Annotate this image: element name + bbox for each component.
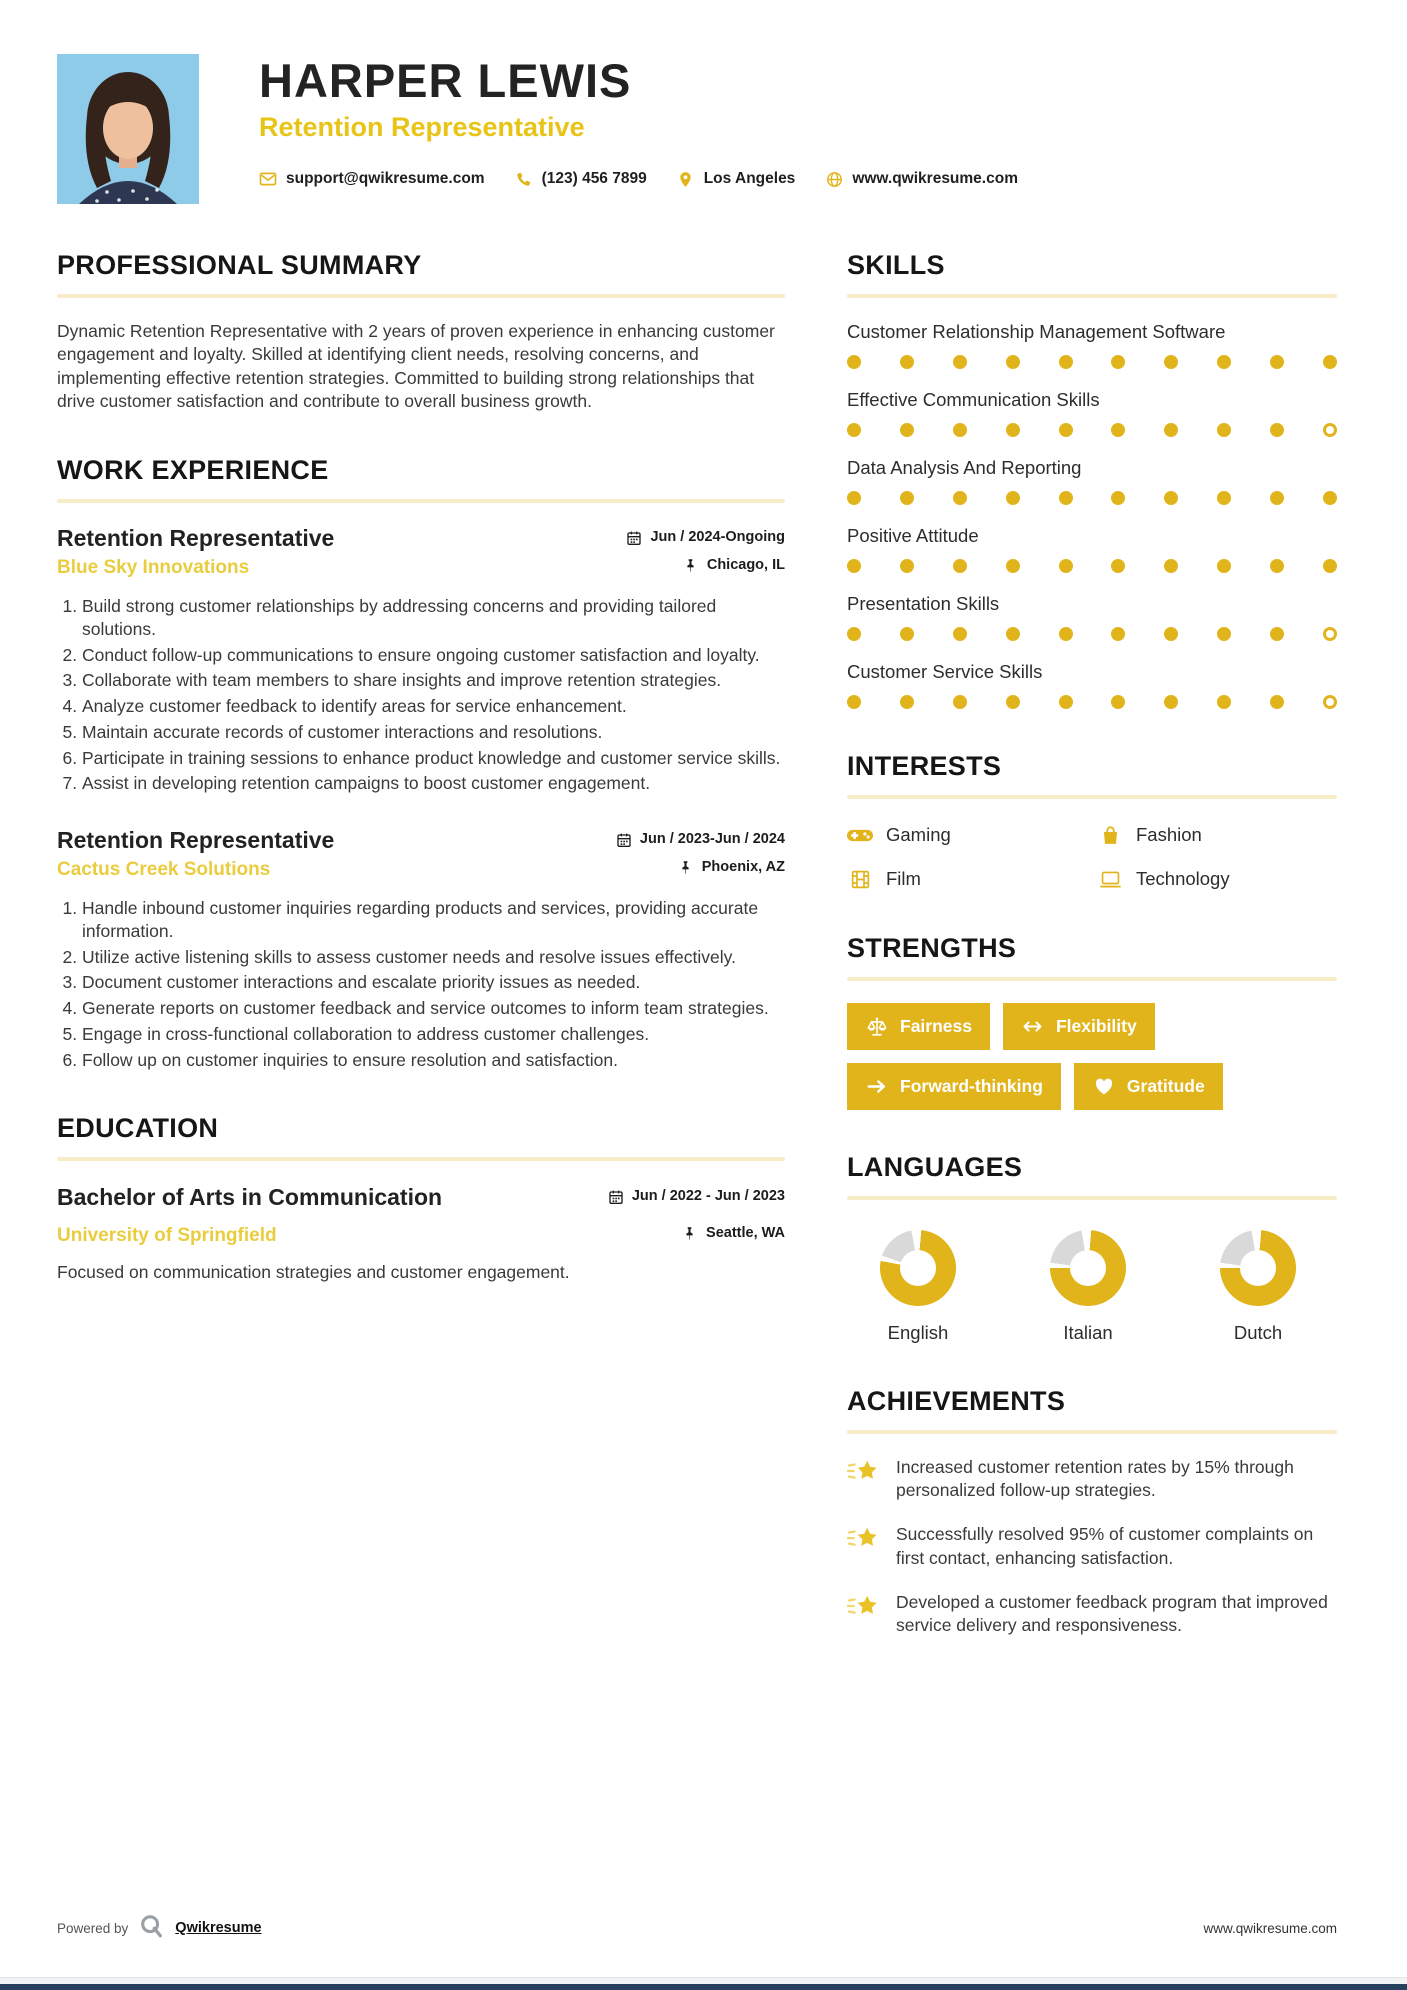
job-title: Retention Representative (57, 827, 335, 854)
contact-row (259, 170, 1034, 188)
language-item (1193, 1230, 1323, 1344)
section-skills (847, 250, 1337, 709)
skill-dot-filled (1164, 491, 1178, 505)
skill-dot-filled (847, 695, 861, 709)
job-location-text: Phoenix, AZ (701, 859, 785, 876)
job-company: Blue Sky Innovations (57, 557, 250, 579)
languages-row (847, 1222, 1337, 1344)
skill-dot-filled (1111, 491, 1125, 505)
job-location (683, 557, 785, 574)
language-label: Italian (1063, 1322, 1113, 1344)
skill-dot-filled (1323, 559, 1337, 573)
skill-dot-filled (900, 559, 914, 573)
film-icon (847, 867, 873, 891)
calendar-icon (626, 530, 642, 546)
skill-dot-filled (900, 491, 914, 505)
skill-dot-filled (1217, 627, 1231, 641)
skill-dot-empty (1323, 423, 1337, 437)
interest-label: Technology (1136, 868, 1230, 890)
skill-name: Data Analysis And Reporting (847, 457, 1082, 479)
skill-item (847, 320, 1337, 369)
language-donut (880, 1230, 956, 1306)
strengths-heading: STRENGTHS (847, 933, 1017, 964)
skill-dot-filled (1059, 627, 1073, 641)
skill-item (847, 660, 1337, 709)
skill-name: Customer Relationship Management Software (847, 321, 1226, 342)
section-education (57, 1113, 785, 1284)
skill-dot-filled (953, 355, 967, 369)
skill-rating (847, 491, 1337, 505)
job-date-text: Jun / 2024-Ongoing (650, 529, 785, 546)
strength-label: Flexibility (1055, 1016, 1137, 1037)
language-donut (1220, 1230, 1296, 1306)
person-title: Retention Representative (259, 112, 585, 143)
skill-dot-filled (1217, 491, 1231, 505)
achievement-item (847, 1523, 1337, 1569)
job-bullet: 1. Handle inbound customer inquiries regarding products and services, providing accurate information. (82, 897, 785, 943)
education-date-text: Jun / 2022 - Jun / 2023 (631, 1188, 785, 1205)
section-underline (847, 977, 1337, 981)
section-interests (847, 751, 1337, 891)
envelope-icon (259, 170, 277, 188)
interests-heading: INTERESTS (847, 751, 1002, 782)
job-bullet: 6. Follow up on customer inquiries to ensure resolution and satisfaction. (82, 1049, 785, 1072)
strength-label: Fairness (900, 1016, 972, 1037)
school-name: University of Springfield (57, 1225, 277, 1247)
powered-by (57, 1914, 262, 1942)
double-arrow-icon (1021, 1017, 1045, 1037)
skill-dot-filled (1164, 559, 1178, 573)
languages-heading: LANGUAGES (847, 1152, 1023, 1183)
section-underline (57, 499, 785, 503)
skill-dot-filled (1006, 423, 1020, 437)
laptop-icon (1097, 867, 1123, 891)
achievement-text: Increased customer retention rates by 15% through personalized follow-up strategies. (896, 1457, 1294, 1501)
right-column (847, 250, 1337, 1679)
achievement-text: Developed a customer feedback program that improved service delivery and responsiveness. (896, 1591, 1328, 1635)
skill-dot-filled (1006, 491, 1020, 505)
skill-dot-filled (1059, 423, 1073, 437)
job-bullet: 5. Maintain accurate records of customer interactions and resolutions. (82, 721, 785, 744)
skill-dot-filled (1270, 355, 1284, 369)
skill-dot-filled (1270, 559, 1284, 573)
job-bullet: 4. Analyze customer feedback to identify areas for service enhancement. (82, 695, 785, 718)
skill-dot-filled (1164, 423, 1178, 437)
header-text (259, 54, 1034, 188)
skill-dot-filled (1111, 695, 1125, 709)
pushpin-icon (683, 558, 699, 574)
strength-badge (847, 1063, 1061, 1110)
skill-dot-filled (1270, 627, 1284, 641)
job-date (616, 831, 785, 848)
bottom-accent-bar (0, 1984, 1407, 1990)
skill-dot-filled (900, 423, 914, 437)
skill-dot-filled (1111, 355, 1125, 369)
strength-badge (1074, 1063, 1223, 1110)
interest-item (847, 823, 1087, 847)
skill-dot-filled (1217, 559, 1231, 573)
skill-dot-filled (847, 559, 861, 573)
main-columns (0, 250, 1407, 1679)
language-item (853, 1230, 983, 1344)
skill-dot-filled (1111, 423, 1125, 437)
achievement-text: Successfully resolved 95% of customer complaints on first contact, enhancing satisfaction. (896, 1524, 1314, 1568)
arrow-right-icon (865, 1077, 889, 1097)
section-languages (847, 1152, 1337, 1344)
interests-grid (847, 821, 1337, 891)
education-date (608, 1188, 785, 1205)
skill-rating (847, 627, 1337, 641)
skill-dot-filled (900, 695, 914, 709)
work-heading: WORK EXPERIENCE (57, 455, 329, 486)
job-bullet: 1. Build strong customer relationships by addressing concerns and providing tailored solutions. (82, 595, 785, 641)
section-underline (57, 1157, 785, 1161)
strength-badge (847, 1003, 990, 1050)
skill-rating (847, 559, 1337, 573)
education-note: Focused on communication strategies and customer engagement. (57, 1262, 570, 1283)
contact-website[interactable] (825, 170, 1018, 188)
skill-rating (847, 355, 1337, 369)
job-bullet: 2. Conduct follow-up communications to ensure ongoing customer satisfaction and loyalty. (82, 644, 785, 667)
skill-dot-filled (1217, 355, 1231, 369)
portrait-illustration (57, 54, 199, 204)
skill-dot-filled (1217, 695, 1231, 709)
section-underline (57, 294, 785, 298)
skill-dot-filled (900, 355, 914, 369)
section-underline (847, 795, 1337, 799)
skill-dot-filled (953, 423, 967, 437)
job-location (678, 859, 785, 876)
interest-item (847, 867, 1087, 891)
interest-item (1097, 823, 1337, 847)
skill-dot-filled (1059, 559, 1073, 573)
education-heading: EDUCATION (57, 1113, 219, 1144)
skill-dot-filled (1323, 355, 1337, 369)
contact-phone[interactable] (515, 170, 647, 188)
job-company: Cactus Creek Solutions (57, 859, 271, 881)
skill-dot-filled (1164, 627, 1178, 641)
skill-rating (847, 695, 1337, 709)
skill-dot-filled (1006, 627, 1020, 641)
powered-by-text: Powered by (57, 1920, 129, 1936)
job-entry (57, 827, 785, 1071)
language-item (1023, 1230, 1153, 1344)
language-label: Dutch (1233, 1322, 1283, 1344)
skill-rating (847, 423, 1337, 437)
skill-item (847, 456, 1337, 505)
skill-name: Effective Communication Skills (847, 389, 1100, 411)
section-strengths (847, 933, 1337, 1110)
calendar-icon (608, 1189, 624, 1205)
skill-dot-filled (1270, 423, 1284, 437)
calendar-icon (616, 832, 632, 848)
skill-dot-filled (953, 559, 967, 573)
achievement-item (847, 1456, 1337, 1502)
skills-heading: SKILLS (847, 250, 945, 280)
header (0, 0, 1407, 204)
language-donut (1050, 1230, 1126, 1306)
section-achievements (847, 1386, 1337, 1637)
skill-dot-filled (847, 355, 861, 369)
skill-dot-filled (1059, 355, 1073, 369)
section-underline (847, 1196, 1337, 1200)
skill-dot-filled (1164, 695, 1178, 709)
qwikresume-logo-icon (139, 1914, 164, 1942)
job-date-text: Jun / 2023-Jun / 2024 (639, 831, 785, 848)
skill-dot-filled (1006, 695, 1020, 709)
skill-dot-filled (1006, 355, 1020, 369)
heart-icon (1092, 1077, 1116, 1097)
contact-website-text: www.qwikresume.com (852, 170, 1018, 188)
education-location-text: Seattle, WA (706, 1225, 785, 1242)
skill-dot-empty (1323, 627, 1337, 641)
skill-dot-filled (953, 627, 967, 641)
job-location-text: Chicago, IL (706, 557, 785, 574)
interest-label: Film (886, 868, 921, 890)
phone-icon (515, 170, 533, 188)
skill-dot-filled (953, 695, 967, 709)
left-column (57, 250, 785, 1679)
section-underline (847, 1430, 1337, 1434)
skill-item (847, 524, 1337, 573)
skill-dot-empty (1323, 695, 1337, 709)
star-icon (847, 1456, 883, 1502)
star-icon (847, 1591, 883, 1637)
summary-text: Dynamic Retention Representative with 2 years of proven experience in enhancing customer engagement and loyalty. Skilled at identifying client needs, resolving concerns, and implementing effective retention strategies. Committed to building strong relationships that drive customer satisfaction and contribute to overall business growth. (57, 321, 775, 411)
job-bullet: 2. Utilize active listening skills to assess customer needs and resolve issues effectively. (82, 946, 785, 969)
job-bullet: 7. Assist in developing retention campaigns to boost customer engagement. (82, 772, 785, 795)
star-icon (847, 1523, 883, 1569)
skill-dot-filled (1270, 491, 1284, 505)
footer (57, 1914, 1337, 1942)
contact-email-text: support@qwikresume.com (286, 170, 485, 188)
skill-dot-filled (847, 627, 861, 641)
job-bullet: 3. Collaborate with team members to share insights and improve retention strategies. (82, 669, 785, 692)
job-bullet: 6. Participate in training sessions to enhance product knowledge and customer service skills. (82, 747, 785, 770)
education-location (682, 1225, 785, 1242)
scales-icon (865, 1017, 889, 1037)
language-label: English (887, 1322, 949, 1344)
skill-dot-filled (1217, 423, 1231, 437)
profile-photo (57, 54, 199, 204)
job-bullet: 3. Document customer interactions and escalate priority issues as needed. (82, 971, 785, 994)
skill-dot-filled (1111, 627, 1125, 641)
footer-website: www.qwikresume.com (1203, 1920, 1337, 1936)
skill-name: Customer Service Skills (847, 661, 1043, 683)
section-summary (57, 250, 785, 413)
job-title: Retention Representative (57, 525, 335, 552)
skill-name: Positive Attitude (847, 525, 979, 547)
job-bullet-list (57, 897, 785, 1071)
job-bullet: 4. Generate reports on customer feedback and service outcomes to inform team strategies. (82, 997, 785, 1020)
job-bullet-list (57, 595, 785, 795)
gamepad-icon (847, 823, 873, 847)
skill-item (847, 388, 1337, 437)
skill-dot-filled (953, 491, 967, 505)
skill-dot-filled (1059, 695, 1073, 709)
strength-badges (847, 1003, 1337, 1110)
achievements-heading: ACHIEVEMENTS (847, 1386, 1066, 1417)
person-name: HARPER LEWIS (259, 54, 632, 107)
skill-dot-filled (900, 627, 914, 641)
skill-name: Presentation Skills (847, 593, 1000, 615)
globe-icon (825, 170, 843, 188)
strength-badge (1003, 1003, 1155, 1050)
skill-dot-filled (1059, 491, 1073, 505)
interest-item (1097, 867, 1337, 891)
skill-dot-filled (1323, 491, 1337, 505)
contact-location (677, 170, 796, 188)
strength-label: Forward-thinking (900, 1076, 1043, 1097)
pushpin-icon (678, 860, 694, 876)
contact-location-text: Los Angeles (703, 170, 796, 188)
achievement-item (847, 1591, 1337, 1637)
interest-label: Gaming (886, 824, 951, 846)
skill-dot-filled (1164, 355, 1178, 369)
qwikresume-link[interactable]: Qwikresume (175, 1920, 262, 1936)
shopping-bag-icon (1097, 823, 1123, 847)
job-bullet: 5. Engage in cross-functional collaboration to address customer challenges. (82, 1023, 785, 1046)
section-work (57, 455, 785, 1071)
contact-phone-text: (123) 456 7899 (541, 170, 647, 188)
skill-dot-filled (1006, 559, 1020, 573)
job-date (626, 529, 785, 546)
section-underline (847, 294, 1337, 298)
degree-title: Bachelor of Arts in Communication (57, 1184, 443, 1211)
skill-item (847, 592, 1337, 641)
job-entry (57, 525, 785, 795)
contact-email[interactable] (259, 170, 485, 188)
summary-heading: PROFESSIONAL SUMMARY (57, 250, 422, 280)
skill-dot-filled (847, 423, 861, 437)
skill-dot-filled (1270, 695, 1284, 709)
skill-dot-filled (847, 491, 861, 505)
skill-dot-filled (1111, 559, 1125, 573)
interest-label: Fashion (1136, 824, 1202, 846)
map-pin-icon (677, 170, 695, 188)
page-edge-band (0, 1977, 1407, 1984)
strength-label: Gratitude (1126, 1076, 1205, 1097)
pushpin-icon (682, 1226, 698, 1242)
